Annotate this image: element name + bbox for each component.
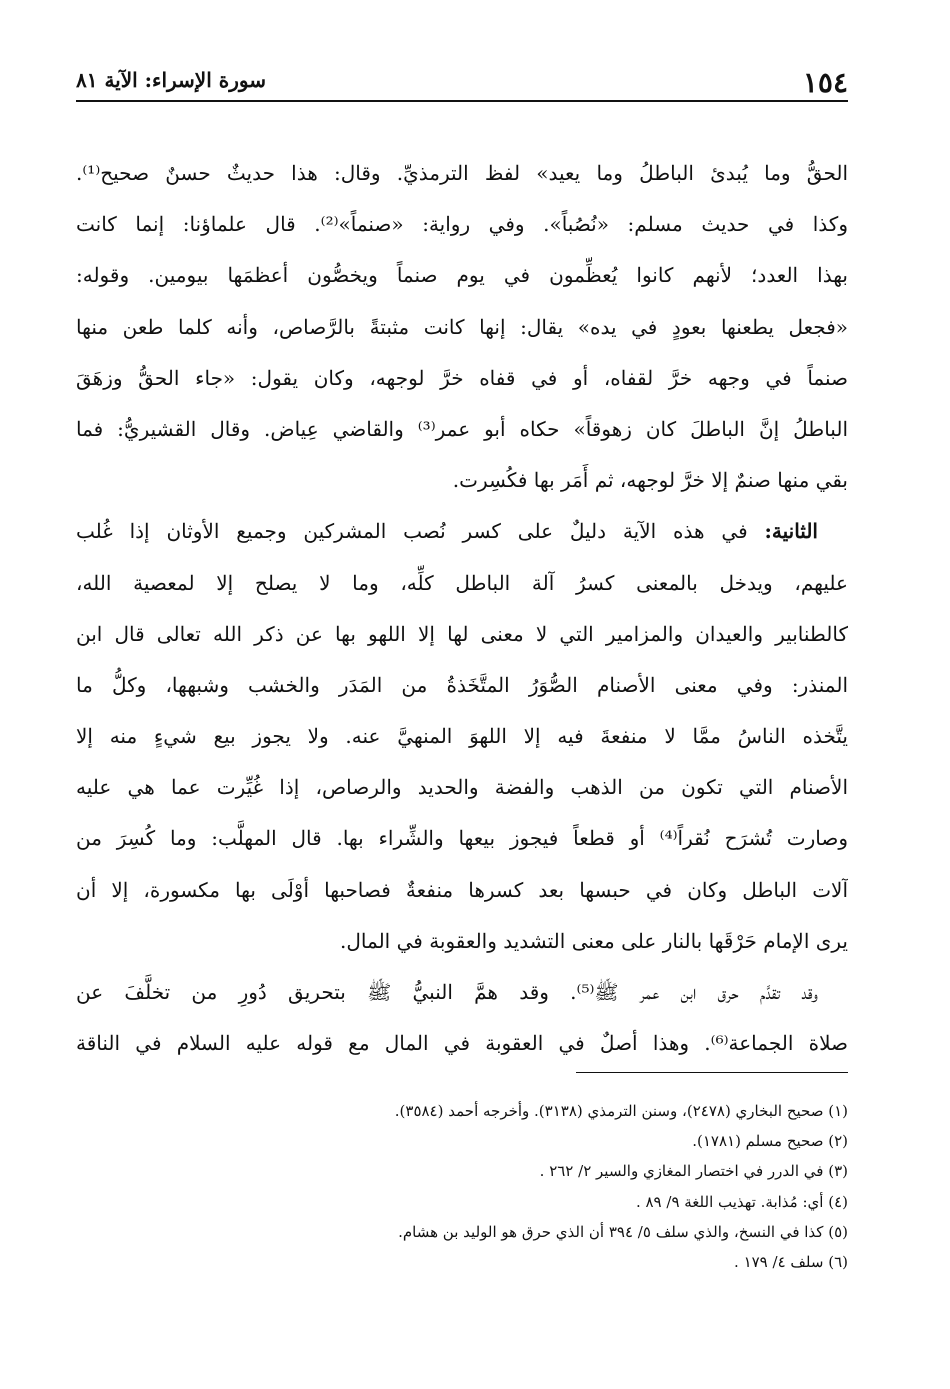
text-line: الحقُّ وما يُبدئ الباطلُ وما يعيد» لفظ الترمذيِّ. وقال: هذا حديثٌ حسنٌ صحيح⁽¹⁾. xyxy=(76,161,848,185)
text-line: الباطلُ إنَّ الباطلَ كان زهوقاً» حكاه أبو عمر⁽³⁾ والقاضي عِياض. وقال القشيريُّ: فما xyxy=(76,416,848,441)
footnote: (٥) كذا في النسخ، والذي سلف ٥/ ٣٩٤ أن الذي حرق هو الوليد بن هشام. xyxy=(398,1222,848,1241)
text-line: المنذر: وفي معنى الأصنام الصُّوَرُ المتَّخَذةُ من المَدَر والخشب وشبهها، وكلُّ ما xyxy=(76,672,848,697)
text-line: «فجعل يطعنها بعودٍ في يده» يقال: إنها كانت مثبتةً بالرَّصاص، وأنه كلما طعن منها xyxy=(76,314,848,339)
page-number: ١٥٤ xyxy=(802,66,848,99)
text-line: يرى الإمام حَرْقَها بالنار على معنى التشديد والعقوبة في المال. xyxy=(340,928,848,953)
text-line: وكذا في حديث مسلم: «نُصُباً». وفي رواية: «صنماً»⁽²⁾. قال علماؤنا: إنما كانت xyxy=(76,212,848,237)
text-line: بهذا العدد؛ لأنهم كانوا يُعظِّمون في يوم صنماً ويخصُّون أعظمَها بيومين. وقوله: xyxy=(76,263,848,288)
footnote-separator xyxy=(576,1072,848,1073)
text-line: الأصنام التي تكون من الذهب والفضة والحديد والرصاص، إذا غُيِّرت عما هي عليه xyxy=(76,775,848,800)
running-title: سورة الإسراء: الآية ٨١ xyxy=(76,68,266,92)
text-line: صنماً في وجهه خرَّ لقفاه، أو في قفاه خرَّ لوجهه، وكان يقول: «جاء الحقُّ وزهَقَ xyxy=(76,365,848,390)
section-first-line: في هذه الآية دليلٌ على كسر نُصب المشركين وجميع الأوثان إذا غُلب xyxy=(76,519,748,544)
text-line: كالطنابير والعيدان والمزامير التي لا معنى لها إلا اللهو بها عن ذكر الله تعالى قال ابن xyxy=(76,621,848,646)
section-label: الثانية: xyxy=(764,519,818,544)
main-text xyxy=(76,148,848,1069)
footnote: (١) صحيح البخاري (٢٤٧٨)، وسنن الترمذي (٣١٣٨). وأخرجه أحمد (٣٥٨٤). xyxy=(394,1102,848,1120)
text-line: يتَّخذه الناسُ ممَّا لا منفعةَ فيه إلا اللهوَ المنهيَّ عنه. ولا يجوز بيع شيءٍ منه إلا xyxy=(76,724,848,749)
footnote: (٣) في الدرر في اختصار المغازي والسير ٢/ ٢٦٢ . xyxy=(539,1162,848,1181)
footnote: (٦) سلف ٤/ ١٧٩ . xyxy=(734,1252,848,1271)
text-line: بقي منها صنمٌ إلا خرَّ لوجهه، ثم أَمَر بها فكُسِرت. xyxy=(452,468,848,493)
text-line xyxy=(76,506,848,557)
text-line: عليهم، ويدخل بالمعنى كسرُ آلة الباطل كلِّه، وما لا يصلح إلا لمعصية الله، xyxy=(76,570,848,595)
footnote: (٤) أي: مُذابة. تهذيب اللغة ٩/ ٨٩ . xyxy=(635,1192,848,1211)
header-rule xyxy=(76,100,848,102)
text-line: آلات الباطل وكان في حبسها بعد كسرها منفعةٌ فصاحبها أوْلَى بها مكسورة، إلا أن xyxy=(76,877,848,902)
footnote: (٢) صحيح مسلم (١٧٨١). xyxy=(692,1132,848,1151)
footnotes xyxy=(76,1096,848,1277)
running-header xyxy=(76,60,848,99)
text-line: وصارت تُشرَح نُقراً⁽⁴⁾ أو قطعاً فيجوز بيعها والشِّراء بها. قال المهلَّب: وما كُسِرَ من xyxy=(76,826,848,851)
text-line: صلاة الجماعة⁽⁶⁾. وهذا أصلٌ في العقوبة في المال مع قوله عليه السلام في الناقة xyxy=(76,1031,848,1056)
text-line: وقد تقدَّم حرق ابن عمر ﷺ⁽⁵⁾. وقد همَّ النبيُّ ﷺ بتحريق دُورِ من تخلَّفَ عن xyxy=(76,980,818,1004)
